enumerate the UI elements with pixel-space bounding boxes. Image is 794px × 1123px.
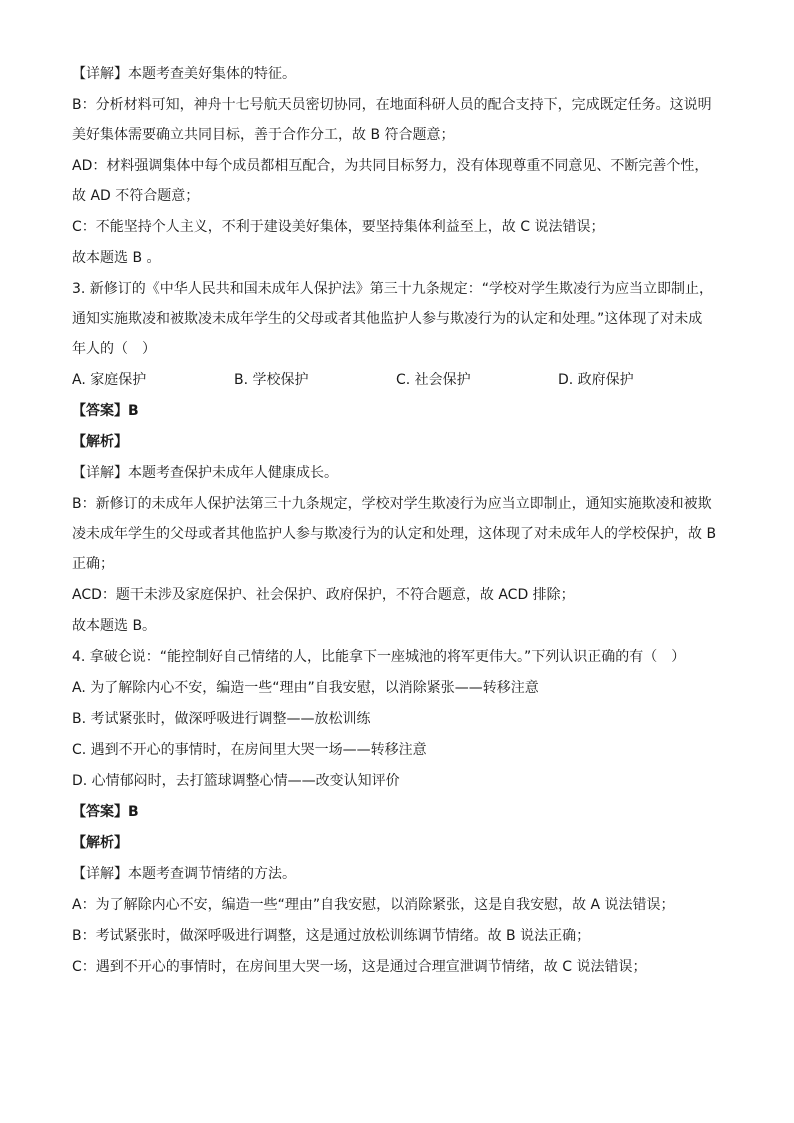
conclusion-line: 故本题选 B。	[72, 618, 157, 634]
option-b-explanation-line: B：分析材料可知，神舟十七号航天员密切协同，在地面科研人员的配合支持下，完成既定任务。这说明	[72, 97, 712, 113]
option-b-explanation-line: B：考试紧张时，做深呼吸进行调整，这是通过放松训练调节情绪。故 B 说法正确；	[72, 928, 591, 944]
option-c-explanation-line: C：遇到不开心的事情时，在房间里大哭一场，这是通过合理宣泄调节情绪，故 C 说法错误；	[72, 959, 647, 975]
analysis-label: 【解析】	[72, 434, 128, 450]
option-a: A. 家庭保护	[72, 372, 147, 388]
question-3-stem: 3. 新修订的《中华人民共和国未成年人保护法》第三十九条规定：“学校对学生欺凌行为应当立即制止，	[72, 281, 714, 297]
option-b-explanation-line: 美好集体需要确立共同目标，善于合作分工，故 B 符合题意；	[72, 127, 455, 143]
option-ad-explanation-line: AD：材料强调集体中每个成员都相互配合，为共同目标努力，没有体现尊重不同意见、不断完善个性，	[72, 158, 709, 174]
option-acd-explanation-line: ACD：题干未涉及家庭保护、社会保护、政府保护，不符合题意，故 ACD 排除；	[72, 587, 575, 603]
option-b-explanation-line: 正确；	[72, 556, 114, 572]
question-3-options	[72, 370, 724, 390]
option-b: B. 学校保护	[234, 372, 309, 388]
option-b-explanation-line: 凌未成年学生的父母或者其他监护人参与欺凌行为的认定和处理，这体现了对未成年人的学校保护，故 B	[72, 526, 717, 542]
option-b: B. 考试紧张时，做深呼吸进行调整——放松训练	[72, 711, 371, 727]
answer-label: 【答案】B	[72, 804, 139, 820]
answer-label: 【答案】B	[72, 403, 139, 419]
conclusion-line: 故本题选 B 。	[72, 250, 161, 266]
page-content	[72, 64, 724, 988]
option-a-explanation-line: A：为了解除内心不安，编造一些“理由”自我安慰，以消除紧张，这是自我安慰，故 A 说法错误；	[72, 897, 675, 913]
analysis-label: 【解析】	[72, 835, 128, 851]
option-d: D. 心情郁闷时，去打篮球调整心情——改变认知评价	[72, 773, 400, 789]
detail-line: 【详解】本题考查保护未成年人健康成长。	[72, 465, 338, 481]
option-c: C. 社会保护	[396, 372, 471, 388]
option-c-explanation-line: C：不能坚持个人主义，不利于建设美好集体，要坚持集体利益至上，故 C 说法错误；	[72, 219, 605, 235]
question-4-stem: 4. 拿破仑说：“能控制好自己情绪的人，比能拿下一座城池的将军更伟大。”下列认识正确的有（ ）	[72, 649, 686, 665]
detail-line: 【详解】本题考查美好集体的特征。	[72, 66, 296, 82]
option-a: A. 为了解除内心不安，编造一些“理由”自我安慰，以消除紧张——转移注意	[72, 680, 539, 696]
option-d: D. 政府保护	[558, 372, 634, 388]
detail-line: 【详解】本题考查调节情绪的方法。	[72, 866, 296, 882]
question-3-stem: 年人的（ ）	[72, 341, 156, 357]
question-3-stem: 通知实施欺凌和被欺凌未成年学生的父母或者其他监护人参与欺凌行为的认定和处理。”这体现了对未成	[72, 311, 703, 327]
option-c: C. 遇到不开心的事情时，在房间里大哭一场——转移注意	[72, 742, 427, 758]
option-b-explanation-line: B：新修订的未成年人保护法第三十九条规定，学校对学生欺凌行为应当立即制止，通知实施欺凌和被欺	[72, 496, 712, 512]
option-ad-explanation-line: 故 AD 不符合题意；	[72, 188, 200, 204]
